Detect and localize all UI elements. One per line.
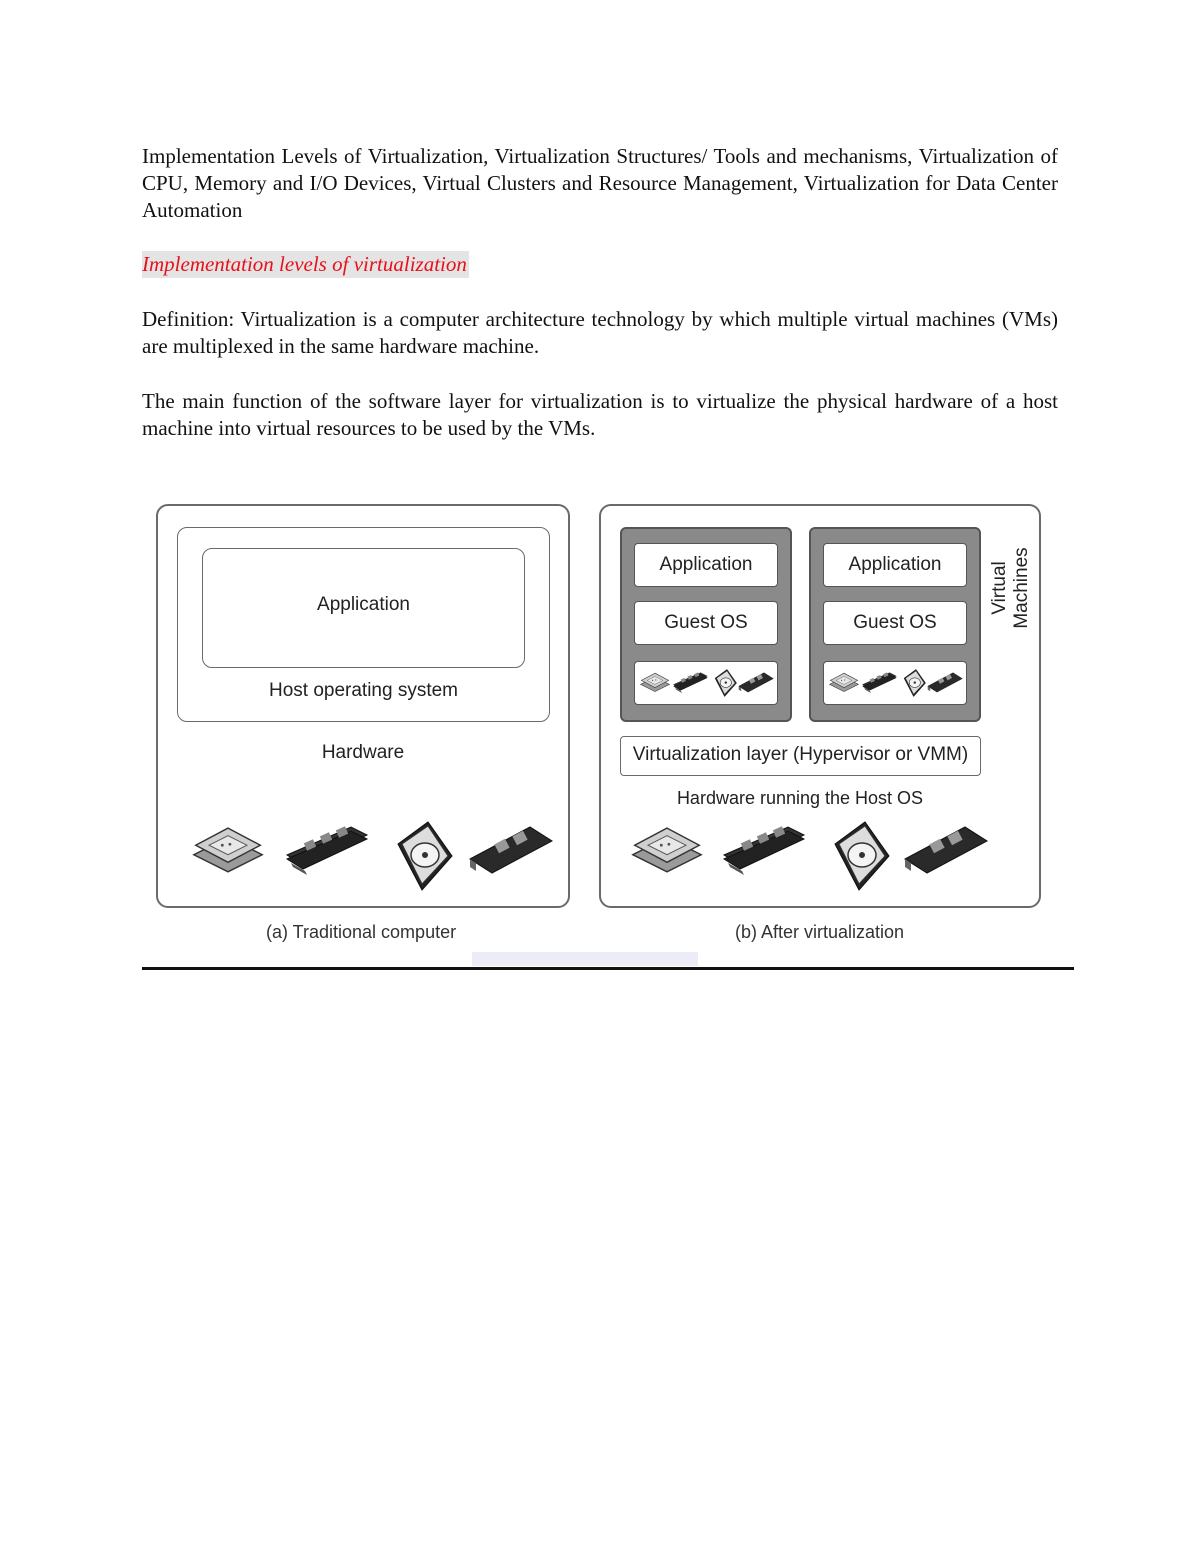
caption-virtualized: (b) After virtualization — [735, 922, 905, 942]
vm1-card-icon — [737, 668, 775, 696]
selection-highlight — [472, 952, 698, 966]
vm2-cpu-icon — [828, 668, 860, 696]
horizontal-rule — [142, 967, 1074, 970]
vm1-disk-icon — [711, 666, 739, 700]
virtual-machine-2 — [809, 527, 981, 722]
section-heading: Implementation levels of virtualization — [142, 252, 467, 276]
hypervisor-box — [620, 736, 981, 776]
virtualized-panel — [599, 504, 1041, 908]
application-box — [202, 548, 525, 668]
application-label: Application — [317, 594, 410, 615]
vm1-memory-icon — [671, 668, 709, 696]
host-network-card-icon — [901, 819, 991, 879]
hard-disk-icon — [388, 816, 458, 896]
caption-traditional: (a) Traditional computer — [266, 922, 457, 942]
vm1-application: Application — [634, 543, 778, 587]
virtual-machines-label — [979, 526, 1039, 646]
main-function-paragraph: The main function of the software layer for virtualization is to virtualize the physical hardware of a host machine into virtual resources to be used by the VMs. — [142, 389, 1058, 440]
host-os-box — [177, 527, 550, 722]
hypervisor-label: Virtualization layer (Hypervisor or VMM) — [632, 744, 969, 765]
vm2-application: Application — [823, 543, 967, 587]
host-hard-disk-icon — [825, 816, 895, 896]
vm2-card-icon — [926, 668, 964, 696]
vm2-memory-icon — [860, 668, 898, 696]
vm2-virtual-hardware — [823, 661, 967, 705]
virtual-machine-1 — [620, 527, 792, 722]
network-card-icon — [466, 819, 556, 879]
virtual-machines-line2: Machines — [1011, 547, 1032, 629]
memory-icon — [280, 819, 372, 879]
host-hardware-label: Hardware running the Host OS — [676, 788, 924, 808]
vm1-guest-os: Guest OS — [634, 601, 778, 645]
vm2-disk-icon — [900, 666, 928, 700]
vm2-guest-os: Guest OS — [823, 601, 967, 645]
host-cpu-icon — [629, 819, 705, 879]
virtual-machines-line1: Virtual — [989, 561, 1010, 615]
cpu-icon — [190, 819, 266, 879]
definition-paragraph: Definition: Virtualization is a computer architecture technology by which multiple virtual machines (VMs) are multiplexed in the same hardware machine. — [142, 307, 1058, 358]
traditional-computer-panel — [156, 504, 570, 908]
host-os-label: Host operating system — [268, 680, 459, 701]
intro-paragraph: Implementation Levels of Virtualization, Virtualization Structures/ Tools and mechanisms, Virtualization of CPU, Memory and I/O Devices, Virtual Clusters and Resource Management, Virtualization for Data Center Automation — [142, 144, 1058, 222]
vm1-cpu-icon — [639, 668, 671, 696]
host-memory-icon — [717, 819, 809, 879]
vm1-virtual-hardware — [634, 661, 778, 705]
hardware-label: Hardware — [321, 742, 405, 763]
